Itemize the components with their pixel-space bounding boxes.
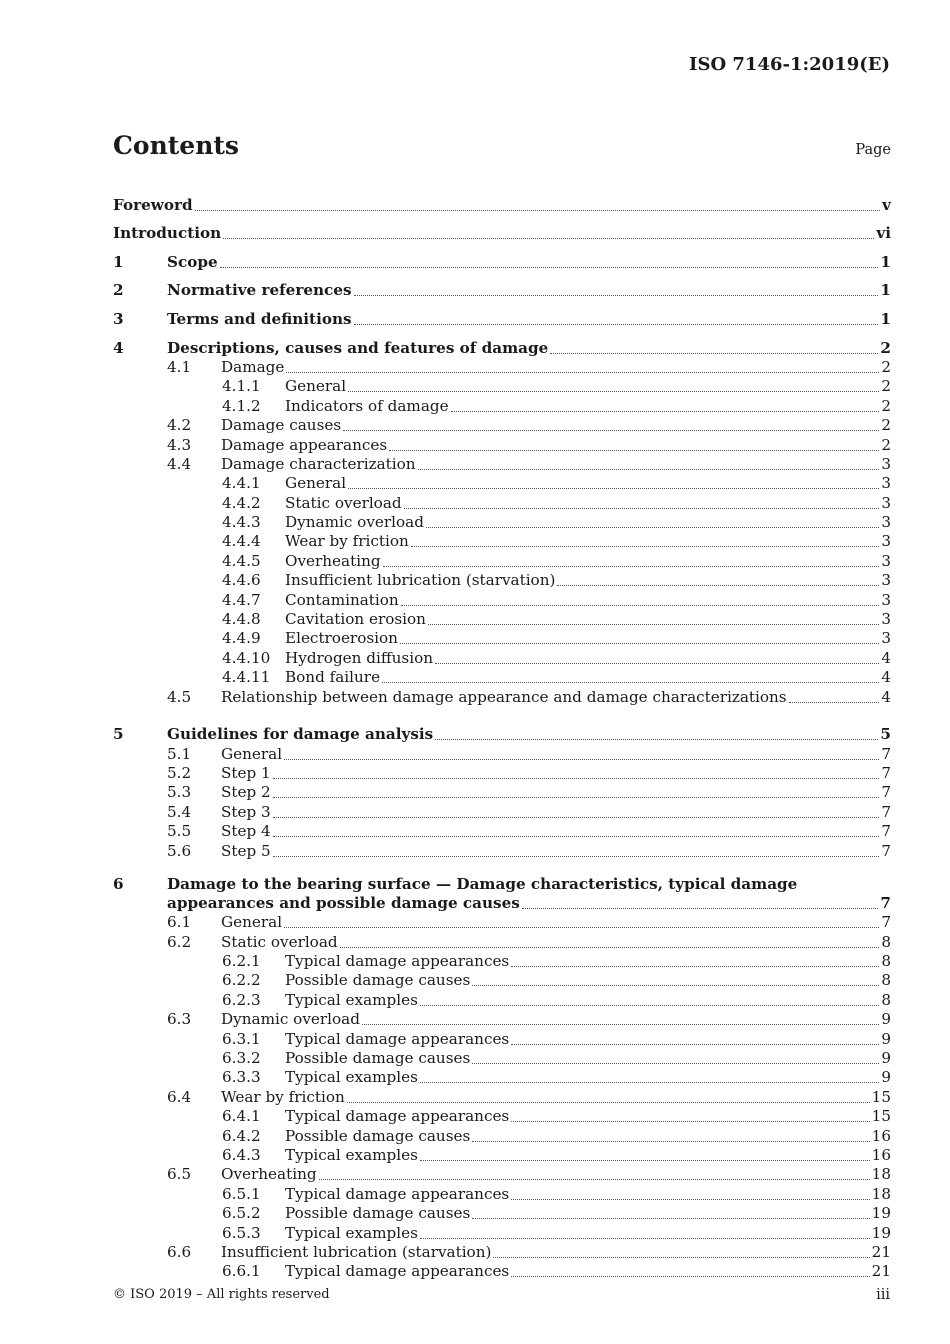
toc-entry-page: 3 <box>881 532 891 551</box>
toc-entry-title: Damage causes <box>221 416 342 435</box>
toc-entry-title: General <box>221 744 283 763</box>
toc-entry-number: 6.2 <box>167 932 192 951</box>
toc-entry-number: 4.4.5 <box>222 551 261 570</box>
footer-copyright: © ISO 2019 – All rights reserved <box>113 1287 330 1302</box>
toc-entry-page: 19 <box>871 1223 891 1242</box>
toc-entry-title: Possible damage causes <box>285 1049 471 1068</box>
toc-entry-page: 3 <box>881 590 891 609</box>
toc-entry-page: 7 <box>881 802 891 821</box>
toc-dot-leader <box>451 411 880 412</box>
toc-dot-leader <box>511 1121 869 1122</box>
toc-entry-page: vi <box>876 224 891 243</box>
toc-entry-number: 6.3 <box>167 1010 192 1029</box>
toc-entry-title: Contamination <box>285 590 399 609</box>
toc-entry[interactable] <box>113 629 891 648</box>
toc-dot-leader <box>418 469 880 470</box>
toc-entry-title: Insufficient lubrication (starvation) <box>285 571 556 590</box>
toc-dot-leader <box>404 508 880 509</box>
toc-entry-title: Typical damage appearances <box>285 1184 510 1203</box>
toc-dot-leader <box>273 836 880 837</box>
toc-dot-leader <box>493 1257 869 1258</box>
toc-entry-number: 6.4.3 <box>222 1146 261 1164</box>
toc-entry-number: 4.4.10 <box>222 648 271 667</box>
toc-dot-leader <box>511 1276 869 1277</box>
toc-entry[interactable] <box>113 648 891 667</box>
toc-entry-title: Static overload <box>221 932 338 951</box>
toc-entry-title: Relationship between damage appearance and damage characterizations <box>221 687 787 706</box>
toc-dot-leader <box>400 643 879 644</box>
toc-dot-leader <box>195 210 881 211</box>
toc-entry[interactable] <box>113 1262 891 1281</box>
toc-dot-leader <box>420 1082 879 1083</box>
toc-entry-title: appearances and possible damage causes <box>167 893 520 912</box>
toc-entry-number: 6.4.2 <box>222 1126 261 1145</box>
toc-entry[interactable] <box>113 894 891 913</box>
toc-entry-page: 15 <box>871 1107 891 1126</box>
toc-entry[interactable] <box>113 1049 891 1068</box>
toc-entry-page: 2 <box>881 377 891 396</box>
toc-entry-page: 4 <box>881 648 891 667</box>
toc-entry-number: 5.1 <box>167 744 192 763</box>
page-column-label: Page <box>855 142 891 158</box>
toc-entry-number: 6.5.2 <box>222 1204 261 1223</box>
toc-entry-title: General <box>221 913 283 932</box>
toc-entry[interactable] <box>113 1068 891 1087</box>
toc-entry-page: 3 <box>881 610 891 629</box>
toc-entry[interactable] <box>113 744 891 763</box>
toc-entry-number: 6.3.2 <box>222 1049 261 1068</box>
toc-entry-page: 2 <box>881 357 891 376</box>
toc-entry-page: 7 <box>881 841 891 860</box>
toc-entry-number: 4.4.11 <box>222 668 271 687</box>
toc-dot-leader <box>511 1199 869 1200</box>
toc-entry-number: 6.6 <box>167 1242 192 1261</box>
toc-entry-title: Terms and definitions <box>167 309 352 328</box>
toc-entry-page: 3 <box>881 474 891 493</box>
table-of-contents <box>113 186 891 1281</box>
toc-entry-page: 9 <box>881 1010 891 1029</box>
toc-entry-title: Overheating <box>285 551 381 570</box>
toc-entry-title: Step 3 <box>221 802 271 821</box>
toc-entry-title: Foreword <box>113 195 193 214</box>
toc-entry[interactable] <box>113 841 891 860</box>
toc-entry[interactable] <box>113 416 891 435</box>
toc-entry[interactable] <box>113 822 891 841</box>
toc-entry-page: 2 <box>880 338 891 357</box>
toc-entry-page: 7 <box>881 763 891 782</box>
toc-entry[interactable] <box>113 1204 891 1223</box>
toc-entry[interactable] <box>113 243 891 272</box>
toc-dot-leader <box>472 1063 879 1064</box>
toc-entry-number: 4.4.1 <box>222 474 261 493</box>
toc-entry-title: Typical damage appearances <box>285 1107 510 1126</box>
toc-entry-page: 5 <box>880 725 891 744</box>
toc-entry-page: 7 <box>881 783 891 802</box>
toc-entry-page: 21 <box>871 1242 891 1261</box>
toc-dot-leader <box>511 966 879 967</box>
toc-entry-page: 3 <box>881 551 891 570</box>
toc-entry[interactable] <box>113 329 891 358</box>
toc-entry-title: Indicators of damage <box>285 396 449 415</box>
toc-dot-leader <box>273 797 880 798</box>
toc-dot-leader <box>435 663 879 664</box>
toc-entry-number: 4.2 <box>167 416 192 435</box>
toc-entry[interactable] <box>113 377 891 396</box>
toc-entry[interactable] <box>113 1126 891 1145</box>
toc-entry-title: Possible damage causes <box>285 971 471 990</box>
toc-dot-leader <box>472 985 879 986</box>
toc-entry[interactable] <box>113 1243 891 1262</box>
toc-dot-leader <box>354 324 879 325</box>
toc-entry[interactable] <box>113 493 891 512</box>
toc-entry-page: 9 <box>881 1049 891 1068</box>
toc-entry[interactable] <box>113 455 891 474</box>
toc-entry-page: 4 <box>881 668 891 687</box>
toc-entry-title: General <box>285 377 347 396</box>
toc-entry-number: 6.3.1 <box>222 1029 261 1048</box>
toc-dot-leader <box>273 817 880 818</box>
toc-dot-leader <box>348 391 879 392</box>
toc-entry-page: 3 <box>881 571 891 590</box>
toc-entry-page: 2 <box>881 396 891 415</box>
toc-entry-title: Step 4 <box>221 822 271 841</box>
toc-entry-title: Scope <box>167 252 218 271</box>
toc-entry[interactable] <box>113 396 891 415</box>
toc-entry-page: 7 <box>880 893 891 912</box>
toc-dot-leader <box>428 624 879 625</box>
toc-entry[interactable] <box>113 783 891 802</box>
toc-entry-title: Damage <box>221 357 285 376</box>
toc-entry-number: 5 <box>113 725 124 744</box>
toc-entry[interactable] <box>113 952 891 971</box>
toc-entry[interactable] <box>113 1146 891 1165</box>
toc-entry-page: 18 <box>871 1184 891 1203</box>
toc-entry[interactable] <box>113 1165 891 1184</box>
toc-entry-title: Damage characterization <box>221 454 416 473</box>
toc-entry-page: 3 <box>881 493 891 512</box>
toc-entry-number: 6.5 <box>167 1165 192 1184</box>
toc-entry-title-line1: Damage to the bearing surface — Damage characteristics, typical damage <box>167 874 798 893</box>
toc-entry-page: 1 <box>880 252 891 271</box>
toc-dot-leader <box>223 238 874 239</box>
toc-entry-page: 4 <box>881 687 891 706</box>
toc-dot-leader <box>319 1179 870 1180</box>
toc-dot-leader <box>420 1005 879 1006</box>
toc-entry[interactable] <box>113 215 891 244</box>
toc-entry-title: Typical examples <box>285 1068 418 1087</box>
toc-entry-number: 6.4.1 <box>222 1107 261 1126</box>
toc-dot-leader <box>550 353 878 354</box>
toc-entry-number: 1 <box>113 252 124 271</box>
toc-entry-page: 2 <box>881 416 891 435</box>
toc-entry-number: 5.3 <box>167 783 192 802</box>
toc-entry-number: 4.4.7 <box>222 590 261 609</box>
toc-dot-leader <box>340 947 880 948</box>
toc-dot-leader <box>383 566 880 567</box>
toc-entry-number: 4.4.3 <box>222 513 261 532</box>
toc-entry-title: Electroerosion <box>285 629 398 648</box>
toc-dot-leader <box>220 267 879 268</box>
toc-dot-leader <box>420 1160 870 1161</box>
toc-dot-leader <box>522 908 879 909</box>
toc-entry[interactable] <box>113 571 891 590</box>
toc-entry-page: 1 <box>880 281 891 300</box>
toc-entry-number: 4.1.1 <box>222 377 261 396</box>
toc-entry-number: 6 <box>113 874 124 893</box>
toc-dot-leader <box>347 1102 870 1103</box>
toc-entry-number: 6.5.1 <box>222 1184 261 1203</box>
document-id: ISO 7146-1:2019(E) <box>689 54 890 75</box>
toc-entry-number: 6.4 <box>167 1087 192 1106</box>
toc-entry-page: 16 <box>871 1126 891 1145</box>
toc-entry-page: 19 <box>871 1204 891 1223</box>
toc-entry-number: 6.1 <box>167 913 192 932</box>
toc-entry-page: 8 <box>881 952 891 971</box>
toc-entry-number: 5.6 <box>167 841 192 860</box>
toc-dot-leader <box>435 739 878 740</box>
toc-entry-title: Hydrogen diffusion <box>285 648 433 667</box>
toc-entry-number: 4 <box>113 338 124 357</box>
toc-entry[interactable] <box>113 186 891 215</box>
toc-dot-leader <box>273 856 880 857</box>
toc-entry-number: 5.4 <box>167 802 192 821</box>
toc-entry-title: Step 1 <box>221 763 271 782</box>
toc-entry-title: Insufficient lubrication (starvation) <box>221 1242 492 1261</box>
toc-entry[interactable] <box>113 1223 891 1242</box>
toc-dot-leader <box>273 778 880 779</box>
toc-entry-title: Wear by friction <box>285 532 409 551</box>
toc-entry-page: 3 <box>881 513 891 532</box>
toc-entry-number: 6.6.1 <box>222 1262 261 1281</box>
toc-entry-page: 7 <box>881 744 891 763</box>
toc-dot-leader <box>426 527 879 528</box>
toc-entry-number: 4.1.2 <box>222 396 261 415</box>
toc-entry-title: Overheating <box>221 1165 317 1184</box>
toc-entry-page: 9 <box>881 1068 891 1087</box>
toc-entry-number: 3 <box>113 309 124 328</box>
toc-entry-title: Static overload <box>285 493 402 512</box>
toc-entry[interactable] <box>113 272 891 301</box>
toc-entry-page: 7 <box>881 913 891 932</box>
toc-dot-leader <box>557 585 879 586</box>
toc-entry[interactable] <box>113 1087 891 1106</box>
toc-entry-page: 15 <box>871 1087 891 1106</box>
toc-entry-title: Possible damage causes <box>285 1204 471 1223</box>
toc-entry-number: 6.2.2 <box>222 971 261 990</box>
toc-entry[interactable] <box>113 551 891 570</box>
toc-entry-page: 18 <box>871 1165 891 1184</box>
toc-entry-title: Damage appearances <box>221 435 388 454</box>
toc-entry-title: Typical damage appearances <box>285 1262 510 1281</box>
toc-entry[interactable] <box>113 1029 891 1048</box>
toc-entry-number: 4.4.8 <box>222 610 261 629</box>
toc-entry-number: 4.4.6 <box>222 571 261 590</box>
toc-entry[interactable] <box>113 716 891 745</box>
toc-entry[interactable] <box>113 1010 891 1029</box>
toc-entry-number: 6.2.1 <box>222 952 261 971</box>
toc-entry-page: v <box>882 195 891 214</box>
toc-entry[interactable] <box>113 932 891 951</box>
toc-entry[interactable] <box>113 1184 891 1203</box>
toc-entry-page: 3 <box>881 629 891 648</box>
toc-entry-page: 8 <box>881 990 891 1009</box>
toc-entry-title: Normative references <box>167 281 352 300</box>
toc-dot-leader <box>472 1141 869 1142</box>
toc-entry[interactable] <box>113 1107 891 1126</box>
toc-entry-title: Step 2 <box>221 783 271 802</box>
toc-dot-leader <box>472 1218 869 1219</box>
page-title: Contents <box>113 131 240 160</box>
toc-entry[interactable] <box>113 435 891 454</box>
toc-entry-number: 4.4.2 <box>222 493 261 512</box>
toc-entry-number: 4.4.4 <box>222 532 261 551</box>
toc-entry-title: Typical examples <box>285 1223 418 1242</box>
toc-entry-number: 6.5.3 <box>222 1223 261 1242</box>
toc-entry-number: 5.5 <box>167 822 192 841</box>
toc-entry-number: 2 <box>113 281 124 300</box>
toc-entry[interactable] <box>113 687 891 706</box>
toc-entry[interactable] <box>113 668 891 687</box>
toc-dot-leader <box>511 1044 879 1045</box>
toc-entry-title: Step 5 <box>221 841 271 860</box>
toc-entry-page: 1 <box>880 309 891 328</box>
toc-entry-title: Typical examples <box>285 1146 418 1164</box>
toc-entry[interactable] <box>113 913 891 932</box>
toc-entry[interactable] <box>113 300 891 329</box>
toc-entry-page: 8 <box>881 932 891 951</box>
toc-entry-title: Typical damage appearances <box>285 1029 510 1048</box>
toc-entry[interactable] <box>113 590 891 609</box>
toc-entry-title: Dynamic overload <box>221 1010 360 1029</box>
toc-entry[interactable] <box>113 532 891 551</box>
toc-dot-leader <box>286 372 879 373</box>
toc-dot-leader <box>420 1238 870 1239</box>
toc-entry-title: Cavitation erosion <box>285 610 426 629</box>
toc-entry-number: 4.3 <box>167 435 192 454</box>
toc-entry[interactable] <box>113 971 891 990</box>
toc-dot-leader <box>284 927 879 928</box>
toc-entry-title: Guidelines for damage analysis <box>167 725 434 744</box>
toc-dot-leader <box>354 295 879 296</box>
toc-entry-number: 4.5 <box>167 687 192 706</box>
toc-entry-title: Wear by friction <box>221 1087 345 1106</box>
toc-dot-leader <box>382 682 879 683</box>
toc-dot-leader <box>343 430 879 431</box>
toc-entry[interactable] <box>113 513 891 532</box>
toc-entry[interactable] <box>113 474 891 493</box>
toc-dot-leader <box>284 759 879 760</box>
toc-dot-leader <box>401 605 880 606</box>
toc-entry-title: Dynamic overload <box>285 513 424 532</box>
toc-entry-number: 4.4.9 <box>222 629 261 648</box>
toc-entry-page: 2 <box>881 435 891 454</box>
toc-entry-title: Bond failure <box>285 668 381 687</box>
toc-dot-leader <box>362 1024 879 1025</box>
toc-entry-number: 4.1 <box>167 357 192 376</box>
footer-page-number: iii <box>876 1287 890 1303</box>
toc-entry[interactable] <box>113 990 891 1009</box>
toc-entry-wrapped-line[interactable] <box>113 870 891 894</box>
toc-entry-title: Typical damage appearances <box>285 952 510 971</box>
toc-dot-leader <box>789 702 880 703</box>
toc-dot-leader <box>348 488 879 489</box>
toc-entry-number: 4.4 <box>167 454 192 473</box>
toc-entry-page: 3 <box>881 454 891 473</box>
toc-entry-title: General <box>285 474 347 493</box>
toc-entry-page: 21 <box>871 1262 891 1281</box>
toc-entry[interactable] <box>113 610 891 629</box>
toc-entry-page: 16 <box>871 1146 891 1164</box>
toc-entry-number: 5.2 <box>167 763 192 782</box>
toc-entry-title: Typical examples <box>285 990 418 1009</box>
toc-dot-leader <box>389 450 879 451</box>
toc-entry[interactable] <box>113 358 891 377</box>
toc-entry-number: 6.2.3 <box>222 990 261 1009</box>
toc-entry[interactable] <box>113 802 891 821</box>
toc-entry-page: 9 <box>881 1029 891 1048</box>
toc-entry-title: Descriptions, causes and features of damage <box>167 338 549 357</box>
toc-entry-page: 7 <box>881 822 891 841</box>
toc-entry-page: 8 <box>881 971 891 990</box>
toc-entry-title: Possible damage causes <box>285 1126 471 1145</box>
toc-entry-title: Introduction <box>113 224 222 243</box>
toc-entry-number: 6.3.3 <box>222 1068 261 1087</box>
toc-dot-leader <box>411 546 880 547</box>
toc-entry[interactable] <box>113 764 891 783</box>
